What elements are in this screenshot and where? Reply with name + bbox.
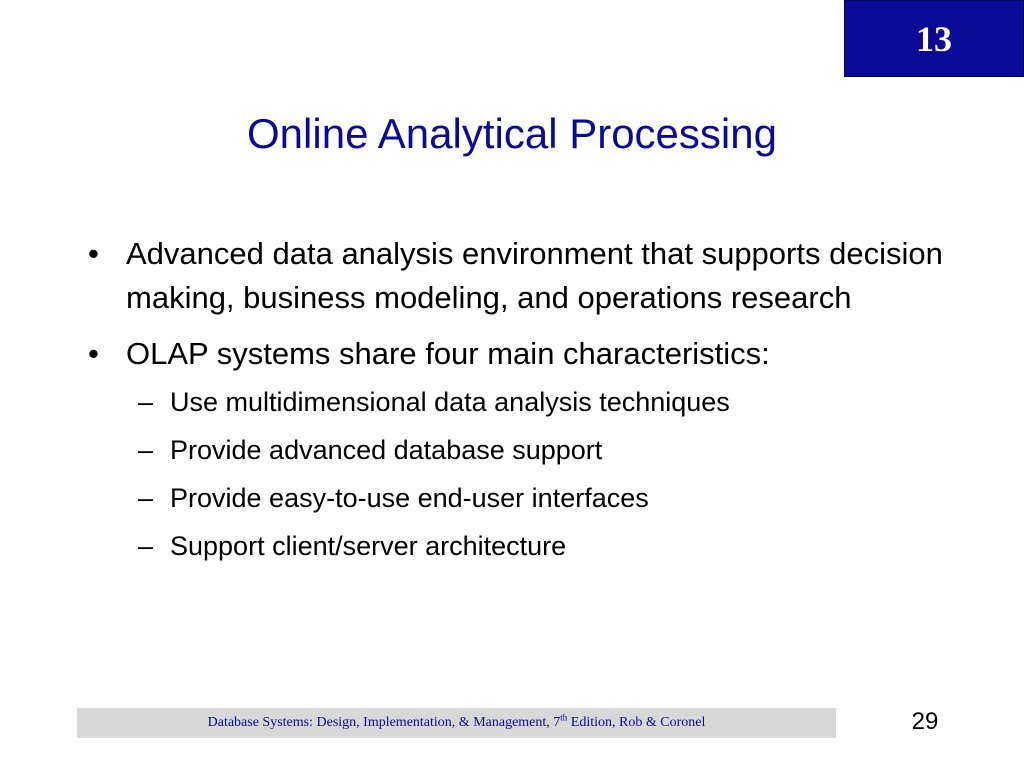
- bullet-item: [88, 232, 948, 320]
- page-number: 29: [911, 708, 939, 735]
- footer-bar: [77, 708, 836, 738]
- chapter-badge: [844, 0, 1024, 77]
- sub-bullet-marker: –: [138, 531, 154, 561]
- sub-bullet-text: Use multidimensional data analysis techniques: [170, 387, 730, 417]
- sub-bullet-list: [126, 378, 948, 570]
- sub-bullet-text: Provide easy-to-use end-user interfaces: [170, 483, 649, 513]
- sub-bullet-item: [126, 474, 948, 522]
- bullet-text: OLAP systems share four main characteristics:: [126, 336, 770, 371]
- sub-bullet-item: [126, 378, 948, 426]
- bullet-list: [88, 232, 948, 582]
- bullet-text: Advanced data analysis environment that supports decision making, business modeling, and operations research: [126, 236, 943, 315]
- footer-citation: [77, 712, 836, 731]
- footer-text-end: Edition, Rob & Coronel: [567, 715, 706, 730]
- bullet-item: [88, 332, 948, 570]
- slide-title: Online Analytical Processing: [247, 110, 777, 157]
- sub-bullet-marker: –: [138, 483, 154, 513]
- bullet-marker: •: [88, 336, 99, 371]
- bullet-marker: •: [88, 236, 99, 271]
- sub-bullet-item: [126, 426, 948, 474]
- sub-bullet-marker: –: [138, 387, 154, 417]
- chapter-number: 13: [916, 19, 952, 59]
- footer-text-start: Database Systems: Design, Implementation, & Management, 7: [207, 715, 561, 730]
- footer-superscript: th: [560, 712, 568, 723]
- sub-bullet-text: Provide advanced database support: [170, 435, 603, 465]
- sub-bullet-text: Support client/server architecture: [170, 531, 567, 561]
- sub-bullet-marker: –: [138, 435, 154, 465]
- sub-bullet-item: [126, 522, 948, 570]
